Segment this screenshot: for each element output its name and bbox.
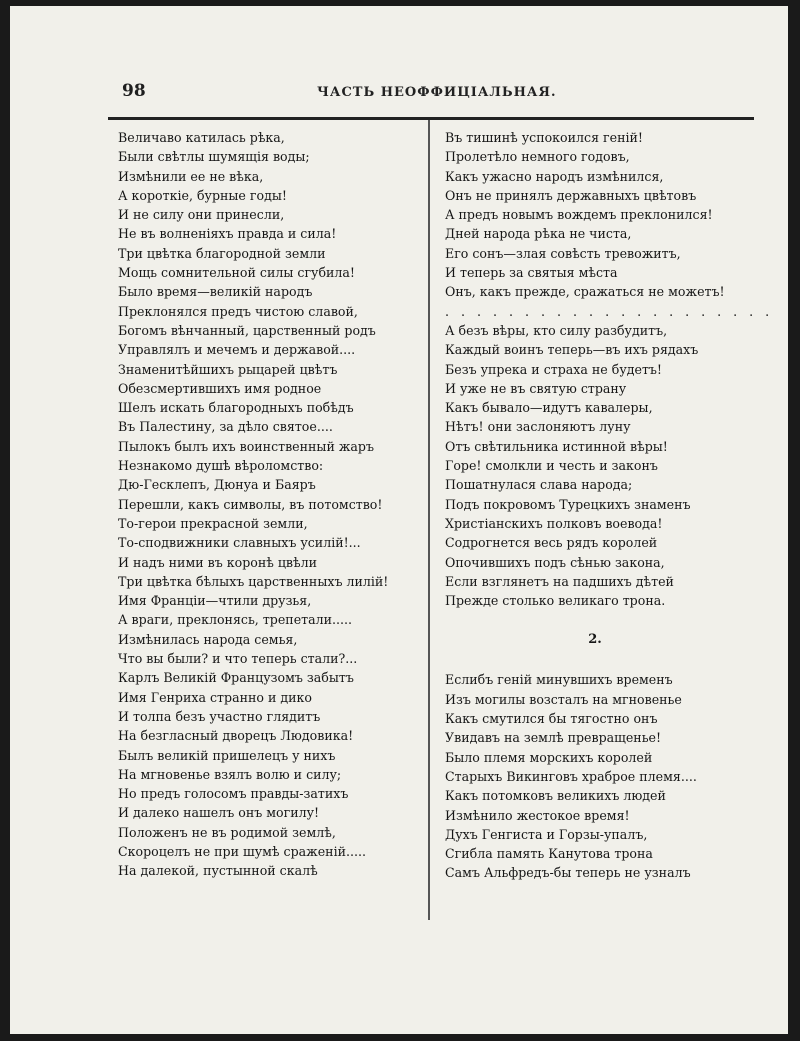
poem-line: Дю-Гесклепъ, Дюнуа и Баяръ <box>118 477 316 493</box>
poem-line: Скороцелъ не при шумѣ сраженій..... <box>118 843 367 859</box>
poem-line: Пролетѣло немного годовъ, <box>445 149 630 165</box>
poem-line: Еслибъ геній минувшихъ временъ <box>445 672 673 688</box>
poem-line: Подъ покровомъ Турецкихъ знаменъ <box>445 496 691 512</box>
right-column-stanza-1 <box>445 128 755 302</box>
header-rule <box>108 117 754 120</box>
poem-line: Какъ смутился бы тягостно онъ <box>445 711 658 727</box>
poem-line: Дней народа рѣка не чиста, <box>445 226 632 242</box>
poem-line: Отъ свѣтильника истинной вѣры! <box>445 438 668 454</box>
poem-line: То-сподвижники славныхъ усилій!... <box>118 535 361 551</box>
poem-line: Безъ упрека и страха не будетъ! <box>445 361 662 377</box>
column-divider <box>428 120 430 920</box>
poem-line: Преклонялся предъ чистою славой, <box>118 303 358 319</box>
section-number: 2. <box>588 632 602 648</box>
poem-line: Содрогнется весь рядъ королей <box>445 535 658 551</box>
poem-line: Каждый воинъ теперь—въ ихъ рядахъ <box>445 342 699 358</box>
poem-line: То-герои прекрасной земли, <box>118 515 308 531</box>
poem-line: Шелъ искать благородныхъ побѣдъ <box>118 400 354 416</box>
page-header <box>10 6 788 106</box>
poem-line: Нѣтъ! они заслоняютъ луну <box>445 419 631 435</box>
poem-line: Не въ волненіяхъ правда и сила! <box>118 226 337 242</box>
poem-line: Управлялъ и мечемъ и державой.... <box>118 342 356 358</box>
poem-line: Были свѣтлы шумящія воды; <box>118 149 310 165</box>
poem-line: На мгновенье взялъ волю и силу; <box>118 766 342 782</box>
poem-line: Измѣнилась народа семья, <box>118 631 298 647</box>
poem-line: Три цвѣтка бѣлыхъ царственныхъ лилій! <box>118 573 389 589</box>
poem-line: Прежде столько великаго трона. <box>445 593 666 609</box>
poem-line: Былъ великій пришелецъ у нихъ <box>118 747 336 763</box>
poem-line: И не силу они принесли, <box>118 207 285 223</box>
poem-line: Какъ потомковъ великихъ людей <box>445 788 666 804</box>
newspaper-page <box>10 6 788 1034</box>
page-number: 98 <box>122 81 146 101</box>
poem-line: Имя Франціи—чтили друзья, <box>118 593 312 609</box>
poem-line: Было племя морскихъ королей <box>445 749 653 765</box>
poem-line: И надъ ними въ коронѣ цвѣли <box>118 554 318 570</box>
poem-line: И толпа безъ участно глядитъ <box>118 708 321 724</box>
right-column <box>445 128 774 883</box>
poem-line: Пылокъ былъ ихъ воинственный жаръ <box>118 438 375 454</box>
poem-line: Въ Палестину, за дѣло святое.... <box>118 419 333 435</box>
poem-line: Горе! смолкли и честь и законъ <box>445 458 658 474</box>
poem-line: Онъ не принялъ державныхъ цвѣтовъ <box>445 187 697 203</box>
poem-line: Три цвѣтка благородной земли <box>118 245 326 261</box>
ellipsis-row: . . . . . . . . . . . . . . . . . . . . . <box>445 303 774 319</box>
poem-line: Мощь сомнительной силы сгубила! <box>118 265 355 281</box>
poem-line: Увидавъ на землѣ превращенье! <box>445 730 662 746</box>
poem-line: Величаво катилась рѣка, <box>118 130 285 145</box>
poem-line: Въ тишинѣ успокоился геній! <box>445 130 643 145</box>
poem-line: Что вы были? и что теперь стали?... <box>118 651 358 667</box>
poem-line: Изъ могилы возсталъ на мгновенье <box>445 691 682 707</box>
poem-line: Христіанскихъ полковъ воевода! <box>445 515 663 531</box>
poem-line: Знаменитѣйшихъ рыцарей цвѣтъ <box>118 361 338 377</box>
poem-line: Если взглянетъ на падшихъ дѣтей <box>445 573 674 589</box>
poem-line: Сгибла память Канутова трона <box>445 846 653 862</box>
poem-line: Но предъ голосомъ правды-затихъ <box>118 786 349 802</box>
poem-line: Измѣнило жестокое время! <box>445 807 630 823</box>
poem-line: А короткіе, бурные годы! <box>118 187 287 203</box>
right-column-stanza-3 <box>445 670 755 882</box>
poem-line: И уже не въ святую страну <box>445 380 627 396</box>
poem-line: Его сонъ—злая совѣсть тревожитъ, <box>445 245 681 261</box>
poem-line: Имя Генриха странно и дико <box>118 689 312 705</box>
poem-line: Пошатнулася слава народа; <box>445 477 633 493</box>
poem-line: И далеко нашелъ онъ могилу! <box>118 805 320 821</box>
poem-line: Какъ ужасно народъ измѣнился, <box>445 168 664 184</box>
poem-line: На безгласный дворецъ Людовика! <box>118 728 354 744</box>
poem-line: Какъ бывало—идутъ кавалеры, <box>445 400 653 416</box>
poem-line: Богомъ вѣнчанный, царственный родъ <box>118 322 376 338</box>
poem-line: Было время—великій народъ <box>118 284 313 300</box>
poem-line: Карлъ Великій Французомъ забытъ <box>118 670 354 686</box>
poem-line: Старыхъ Викинговъ храброе племя.... <box>445 768 697 784</box>
poem-line: Онъ, какъ прежде, сражаться не можетъ! <box>445 284 725 300</box>
poem-line: Перешли, какъ символы, въ потомство! <box>118 496 383 512</box>
poem-line: А безъ вѣры, кто силу разбудитъ, <box>445 322 668 338</box>
poem-line: А предъ новымъ вождемъ преклонился! <box>445 207 713 223</box>
poem-line: А враги, преклонясь, трепетали..... <box>118 612 353 628</box>
poem-line: Измѣнили ее не вѣка, <box>118 168 264 184</box>
right-column-stanza-2 <box>445 321 755 610</box>
running-head: ЧАСТЬ НЕОФФИЦІАЛЬНАЯ. <box>317 85 557 100</box>
poem-line: Духъ Генгиста и Горзы-упалъ, <box>445 826 648 842</box>
left-column <box>118 128 428 881</box>
poem-line: Незнакомо душѣ вѣроломство: <box>118 458 324 474</box>
poem-line: Обезсмертившихъ имя родное <box>118 380 322 396</box>
poem-line: Самъ Альфредъ-бы теперь не узналъ <box>445 865 691 881</box>
poem-line: Опочившихъ подъ сѣнью закона, <box>445 554 665 570</box>
poem-line: И теперь за святыя мѣста <box>445 265 618 281</box>
poem-line: Положенъ не въ родимой землѣ, <box>118 824 336 840</box>
poem-line: На далекой, пустынной скалѣ <box>118 863 318 879</box>
